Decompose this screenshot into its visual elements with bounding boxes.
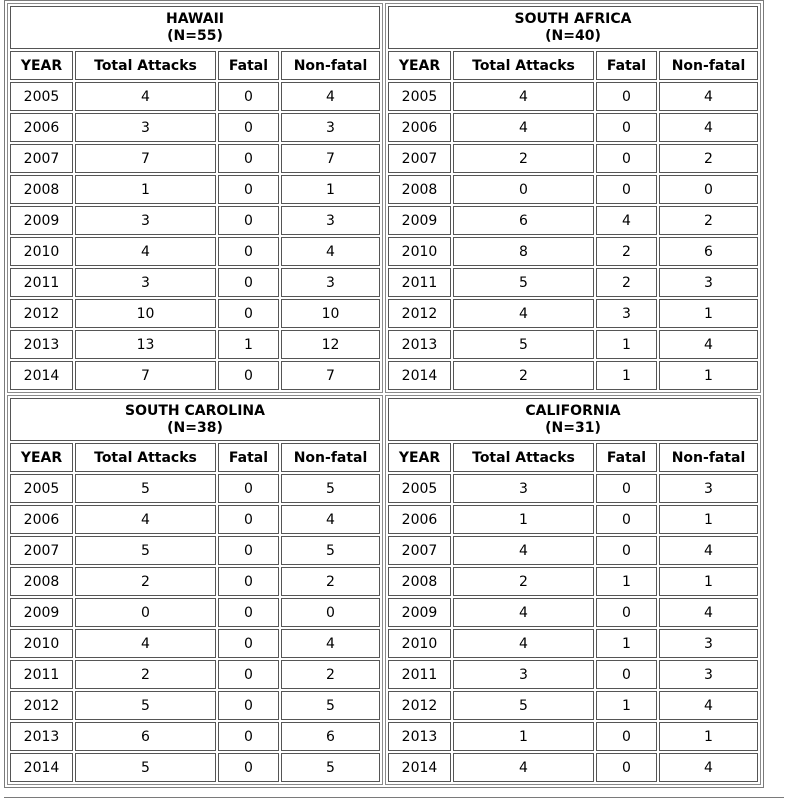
table-cell: 3	[75, 206, 216, 235]
table-cell: 0	[218, 82, 279, 111]
table-cell: 5	[281, 474, 380, 503]
table-cell: 2008	[388, 567, 451, 596]
table-cell: 4	[453, 629, 594, 658]
table-cell: 5	[453, 268, 594, 297]
table-cell: 2007	[10, 536, 73, 565]
table-row	[388, 237, 758, 266]
table-cell: 2	[659, 144, 758, 173]
table-cell: 2011	[10, 660, 73, 689]
table-cell: 2012	[10, 299, 73, 328]
table-cell: 1	[659, 722, 758, 751]
table-cell: 7	[75, 361, 216, 390]
table-cell: 1	[75, 175, 216, 204]
region-cell	[385, 3, 761, 393]
table-row	[10, 629, 380, 658]
table-cell: 4	[659, 753, 758, 782]
table-cell: 2	[659, 206, 758, 235]
table-cell: 2011	[388, 268, 451, 297]
table-cell: 0	[218, 598, 279, 627]
table-cell: 10	[281, 299, 380, 328]
table-cell: 1	[281, 175, 380, 204]
table-cell: 3	[75, 268, 216, 297]
table-cell: 0	[218, 722, 279, 751]
table-cell: 0	[218, 691, 279, 720]
table-cell: 2010	[388, 237, 451, 266]
region-table-hawaii	[7, 3, 383, 393]
region-name: SOUTH CAROLINA	[125, 402, 265, 419]
table-row	[388, 567, 758, 596]
table-cell: 7	[75, 144, 216, 173]
table-cell: 4	[659, 113, 758, 142]
table-cell: 2013	[10, 330, 73, 359]
table-cell: 0	[218, 268, 279, 297]
table-cell: 0	[75, 598, 216, 627]
table-cell: 2007	[388, 144, 451, 173]
table-row	[10, 361, 380, 390]
table-cell: 2	[596, 237, 657, 266]
table-cell: 7	[281, 361, 380, 390]
table-cell: 4	[75, 237, 216, 266]
table-cell: 1	[596, 567, 657, 596]
table-cell: 2009	[388, 598, 451, 627]
table-row	[10, 206, 380, 235]
column-header: Total Attacks	[75, 443, 216, 472]
region-count: (N=40)	[545, 27, 601, 44]
table-cell: 0	[596, 144, 657, 173]
region-name: HAWAII	[166, 10, 224, 27]
table-row	[10, 567, 380, 596]
table-cell: 4	[659, 330, 758, 359]
table-cell: 4	[453, 113, 594, 142]
table-cell: 0	[596, 505, 657, 534]
table-row	[388, 144, 758, 173]
table-cell: 0	[218, 237, 279, 266]
table-cell: 6	[75, 722, 216, 751]
table-row	[388, 361, 758, 390]
table-cell: 0	[218, 536, 279, 565]
table-cell: 2	[453, 144, 594, 173]
table-cell: 3	[659, 660, 758, 689]
table-cell: 2008	[388, 175, 451, 204]
table-cell: 5	[281, 536, 380, 565]
table-cell: 1	[596, 629, 657, 658]
table-cell: 3	[659, 629, 758, 658]
table-cell: 4	[659, 598, 758, 627]
table-cell: 0	[281, 598, 380, 627]
table-cell: 4	[75, 505, 216, 534]
table-cell: 2006	[10, 113, 73, 142]
table-cell: 4	[281, 629, 380, 658]
region-title-row	[388, 398, 758, 441]
table-cell: 0	[596, 113, 657, 142]
region-name: SOUTH AFRICA	[514, 10, 632, 27]
table-cell: 2006	[388, 505, 451, 534]
table-cell: 2007	[388, 536, 451, 565]
table-cell: 2006	[388, 113, 451, 142]
table-row	[10, 474, 380, 503]
table-cell: 0	[218, 175, 279, 204]
region-title	[10, 398, 380, 441]
region-title	[388, 398, 758, 441]
table-cell: 2010	[388, 629, 451, 658]
table-cell: 2	[281, 660, 380, 689]
table-row	[10, 536, 380, 565]
table-cell: 5	[281, 691, 380, 720]
table-cell: 4	[281, 505, 380, 534]
table-cell: 4	[453, 753, 594, 782]
table-cell: 1	[659, 505, 758, 534]
table-cell: 2005	[388, 474, 451, 503]
table-cell: 0	[596, 536, 657, 565]
table-cell: 0	[453, 175, 594, 204]
table-cell: 0	[218, 505, 279, 534]
table-cell: 3	[453, 660, 594, 689]
column-header: Non-fatal	[659, 51, 758, 80]
table-cell: 2012	[388, 299, 451, 328]
table-cell: 6	[281, 722, 380, 751]
column-header: YEAR	[388, 443, 451, 472]
table-cell: 2011	[10, 268, 73, 297]
table-row	[10, 598, 380, 627]
region-table-south-africa	[385, 3, 761, 393]
region-table-south-carolina	[7, 395, 383, 785]
table-row	[10, 237, 380, 266]
table-cell: 5	[75, 753, 216, 782]
table-cell: 2013	[388, 722, 451, 751]
table-cell: 2	[281, 567, 380, 596]
table-cell: 4	[659, 691, 758, 720]
table-cell: 2014	[10, 361, 73, 390]
table-cell: 1	[659, 567, 758, 596]
table-cell: 2011	[388, 660, 451, 689]
table-cell: 4	[453, 299, 594, 328]
table-cell: 1	[596, 330, 657, 359]
table-row	[10, 113, 380, 142]
table-row	[388, 536, 758, 565]
table-row	[388, 206, 758, 235]
table-cell: 4	[453, 598, 594, 627]
table-cell: 4	[453, 536, 594, 565]
region-cell	[385, 395, 761, 785]
table-cell: 2014	[10, 753, 73, 782]
table-cell: 1	[453, 505, 594, 534]
region-cell	[7, 3, 383, 393]
table-cell: 2009	[10, 598, 73, 627]
table-cell: 2009	[388, 206, 451, 235]
table-cell: 2	[453, 567, 594, 596]
table-row	[10, 268, 380, 297]
table-cell: 12	[281, 330, 380, 359]
table-cell: 0	[218, 660, 279, 689]
table-cell: 0	[218, 629, 279, 658]
table-row	[388, 505, 758, 534]
table-cell: 8	[453, 237, 594, 266]
table-row	[10, 144, 380, 173]
region-title	[388, 6, 758, 49]
table-cell: 2	[75, 660, 216, 689]
table-row	[10, 691, 380, 720]
table-cell: 2	[453, 361, 594, 390]
table-cell: 2009	[10, 206, 73, 235]
table-cell: 4	[453, 82, 594, 111]
column-header: Fatal	[218, 443, 279, 472]
region-title-row	[10, 398, 380, 441]
table-cell: 3	[659, 474, 758, 503]
table-cell: 6	[659, 237, 758, 266]
table-row	[388, 598, 758, 627]
table-cell: 2008	[10, 175, 73, 204]
table-cell: 0	[218, 753, 279, 782]
table-cell: 0	[596, 598, 657, 627]
table-row	[388, 753, 758, 782]
table-cell: 2010	[10, 237, 73, 266]
table-cell: 3	[659, 268, 758, 297]
table-cell: 0	[596, 722, 657, 751]
table-cell: 4	[659, 536, 758, 565]
table-cell: 3	[281, 268, 380, 297]
region-title-row	[388, 6, 758, 49]
table-cell: 2013	[10, 722, 73, 751]
table-cell: 0	[218, 206, 279, 235]
table-cell: 2	[596, 268, 657, 297]
table-cell: 2012	[10, 691, 73, 720]
table-row	[10, 82, 380, 111]
table-row	[388, 299, 758, 328]
column-header: Total Attacks	[453, 443, 594, 472]
table-row	[10, 722, 380, 751]
column-header: Total Attacks	[75, 51, 216, 80]
column-header: Non-fatal	[659, 443, 758, 472]
table-cell: 4	[281, 82, 380, 111]
column-header: Total Attacks	[453, 51, 594, 80]
table-cell: 2014	[388, 753, 451, 782]
table-cell: 0	[218, 299, 279, 328]
table-cell: 2007	[10, 144, 73, 173]
table-row	[10, 660, 380, 689]
table-cell: 2012	[388, 691, 451, 720]
table-cell: 0	[218, 144, 279, 173]
table-cell: 0	[218, 474, 279, 503]
table-cell: 1	[659, 361, 758, 390]
table-row	[388, 175, 758, 204]
region-name: CALIFORNIA	[525, 402, 621, 419]
table-cell: 3	[596, 299, 657, 328]
table-cell: 1	[596, 691, 657, 720]
region-count: (N=55)	[167, 27, 223, 44]
table-cell: 0	[596, 660, 657, 689]
table-row	[388, 629, 758, 658]
column-header-row	[10, 443, 380, 472]
table-cell: 3	[281, 206, 380, 235]
table-cell: 5	[75, 474, 216, 503]
table-cell: 2005	[10, 82, 73, 111]
table-row	[10, 175, 380, 204]
table-row	[388, 82, 758, 111]
table-cell: 5	[75, 691, 216, 720]
table-cell: 1	[218, 330, 279, 359]
region-cell	[7, 395, 383, 785]
table-cell: 10	[75, 299, 216, 328]
region-count: (N=38)	[167, 419, 223, 436]
table-cell: 5	[453, 691, 594, 720]
grid-row-bottom	[7, 395, 761, 785]
table-row	[10, 299, 380, 328]
table-cell: 2005	[388, 82, 451, 111]
table-cell: 0	[218, 567, 279, 596]
table-cell: 1	[596, 361, 657, 390]
table-cell: 2008	[10, 567, 73, 596]
table-cell: 0	[218, 361, 279, 390]
table-row	[388, 474, 758, 503]
shark-attacks-grid	[4, 0, 764, 788]
table-cell: 0	[596, 82, 657, 111]
table-cell: 4	[281, 237, 380, 266]
table-cell: 3	[281, 113, 380, 142]
table-row	[10, 330, 380, 359]
column-header: YEAR	[10, 51, 73, 80]
grid-row-top	[7, 3, 761, 393]
column-header: Non-fatal	[281, 443, 380, 472]
table-row	[388, 691, 758, 720]
column-header: Fatal	[596, 51, 657, 80]
column-header: Fatal	[596, 443, 657, 472]
column-header-row	[10, 51, 380, 80]
table-cell: 0	[596, 753, 657, 782]
table-cell: 1	[453, 722, 594, 751]
table-row	[388, 722, 758, 751]
table-cell: 3	[75, 113, 216, 142]
table-cell: 2014	[388, 361, 451, 390]
table-cell: 5	[453, 330, 594, 359]
table-cell: 5	[281, 753, 380, 782]
table-row	[388, 113, 758, 142]
table-cell: 7	[281, 144, 380, 173]
table-cell: 2013	[388, 330, 451, 359]
column-header: YEAR	[388, 51, 451, 80]
table-cell: 0	[218, 113, 279, 142]
table-cell: 6	[453, 206, 594, 235]
table-cell: 2010	[10, 629, 73, 658]
table-row	[388, 330, 758, 359]
table-cell: 4	[659, 82, 758, 111]
table-cell: 3	[453, 474, 594, 503]
region-title-row	[10, 6, 380, 49]
table-cell: 2005	[10, 474, 73, 503]
table-cell: 13	[75, 330, 216, 359]
region-table-california	[385, 395, 761, 785]
table-cell: 5	[75, 536, 216, 565]
region-count: (N=31)	[545, 419, 601, 436]
table-cell: 2	[75, 567, 216, 596]
table-cell: 2006	[10, 505, 73, 534]
table-cell: 0	[596, 175, 657, 204]
table-row	[388, 660, 758, 689]
table-row	[388, 268, 758, 297]
table-row	[10, 505, 380, 534]
table-cell: 0	[659, 175, 758, 204]
column-header-row	[388, 443, 758, 472]
table-row	[10, 753, 380, 782]
table-cell: 0	[596, 474, 657, 503]
table-cell: 4	[75, 629, 216, 658]
column-header: Non-fatal	[281, 51, 380, 80]
table-cell: 4	[596, 206, 657, 235]
table-cell: 4	[75, 82, 216, 111]
column-header: Fatal	[218, 51, 279, 80]
column-header: YEAR	[10, 443, 73, 472]
column-header-row	[388, 51, 758, 80]
table-cell: 1	[659, 299, 758, 328]
region-title	[10, 6, 380, 49]
